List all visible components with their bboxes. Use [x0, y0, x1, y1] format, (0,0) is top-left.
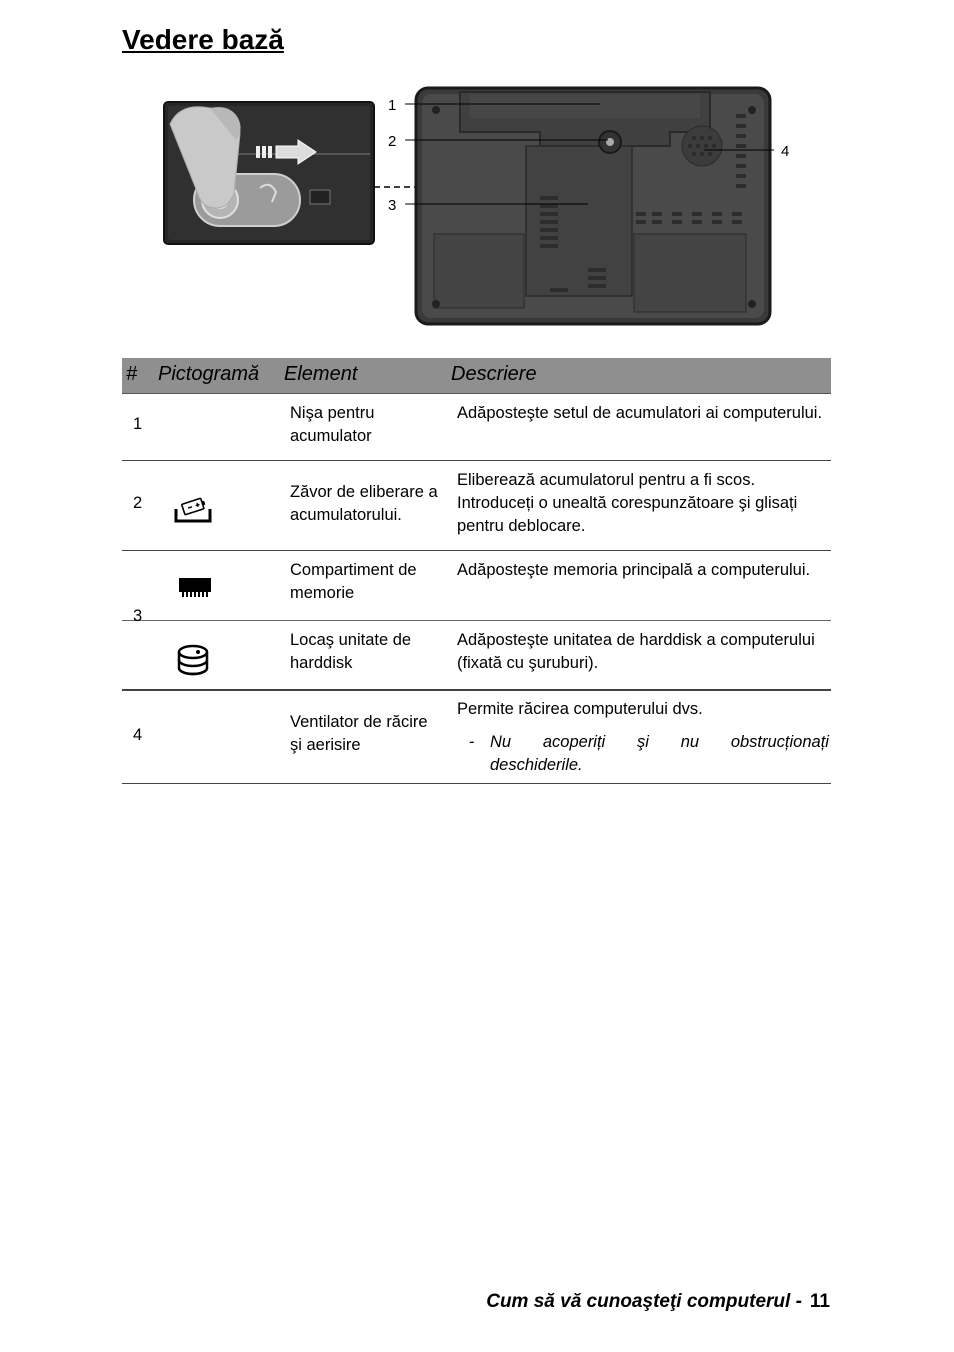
laptop-bottom: [416, 88, 770, 324]
header-icon: Pictogramă: [158, 363, 260, 385]
row-number: 2: [133, 494, 143, 512]
row-number: 1: [133, 415, 143, 433]
callout-1: 1: [388, 97, 397, 114]
callout-2: 2: [388, 133, 397, 150]
header-element: Element: [284, 363, 358, 385]
components-table: [122, 358, 831, 784]
row-element: Zăvor de eliberare a acumulatorului.: [290, 483, 438, 524]
row-note: [469, 731, 829, 777]
row-element: Locaş unitate de harddisk: [290, 631, 412, 672]
table-row: [122, 607, 831, 691]
table-row: [122, 551, 831, 621]
page-title: Vedere bază: [122, 24, 284, 55]
callout-4: 4: [781, 143, 790, 160]
table-header: [122, 358, 831, 394]
page-footer: [486, 1291, 830, 1313]
row-description: Permite răcirea computerului dvs.: [457, 700, 703, 718]
callout-3: 3: [388, 197, 397, 214]
battery-latch-inset: [164, 102, 374, 244]
laptop-base-figure: [160, 84, 800, 330]
note-dash: -: [469, 733, 475, 751]
table-row: [122, 691, 831, 784]
memory-icon: [178, 577, 212, 606]
battery-release-icon: [174, 497, 212, 532]
row-description: Adăposteşte setul de acumulatori ai computerului.: [457, 404, 823, 422]
row-element: Compartiment de memorie: [290, 561, 417, 602]
page-number: 11: [809, 1291, 830, 1312]
row-description: Adăposteşte memoria principală a computerului.: [457, 561, 811, 579]
row-description: Eliberează acumulatorul pentru a fi scos. Introduceți o unealtă corespunzătoare şi glisați pentru deblocare.: [457, 471, 798, 535]
note-line-2: deschiderile.: [490, 756, 583, 774]
row-element: Ventilator de răcire şi aerisire: [290, 713, 428, 754]
header-number: #: [126, 363, 138, 385]
header-description: Descriere: [451, 363, 537, 385]
note-line-1: Nu acoperiți şi nu obstrucționați: [490, 733, 829, 751]
hard-disk-icon: [176, 643, 210, 684]
table-row: [122, 394, 831, 461]
row-number: 3: [133, 607, 143, 625]
footer-text: Cum să vă cunoaşteţi computerul -: [486, 1291, 802, 1312]
row-element: Nişa pentru acumulator: [290, 404, 375, 445]
row-description: Adăposteşte unitatea de harddisk a computerului (fixată cu şuruburi).: [457, 631, 815, 672]
table-row: [122, 461, 831, 551]
row-number: 4: [133, 726, 143, 744]
